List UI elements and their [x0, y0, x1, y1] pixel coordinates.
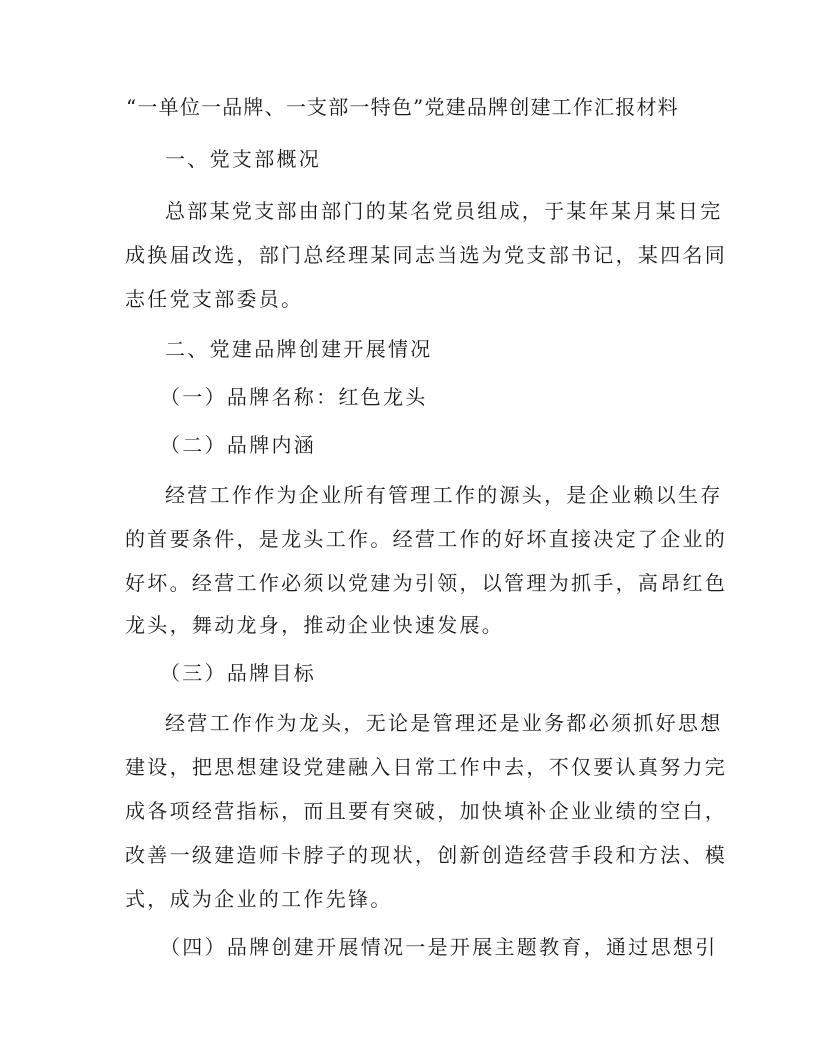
- item-3-paragraph-line: 成各项经营指标，而且要有突破，加快填补企业业绩的空白，: [125, 799, 728, 823]
- item-2-paragraph-line: 的首要条件，是龙头工作。经营工作的好坏直接决定了企业的: [125, 527, 728, 551]
- section-1-heading: 一、党支部概况: [165, 147, 322, 171]
- item-3-paragraph-line: 经营工作作为龙头，无论是管理还是业务都必须抓好思想: [165, 711, 723, 735]
- item-3-paragraph-line: 式，成为企业的工作先锋。: [125, 887, 393, 911]
- item-1-brand-name: （一）品牌名称：红色龙头: [160, 385, 428, 409]
- item-4-paragraph-line: （四）品牌创建开展情况一是开展主题教育，通过思想引: [160, 935, 718, 959]
- section-1-paragraph-line: 成换届改选，部门总经理某同志当选为党支部书记，某四名同: [125, 243, 728, 267]
- section-2-heading: 二、党建品牌创建开展情况: [165, 337, 433, 361]
- item-2-heading: （二）品牌内涵: [160, 433, 317, 457]
- section-1-paragraph-line: 志任党支部委员。: [125, 287, 304, 311]
- item-2-paragraph-line: 好坏。经营工作必须以党建为引领，以管理为抓手，高昂红色: [125, 571, 728, 595]
- item-2-paragraph-line: 经营工作作为企业所有管理工作的源头，是企业赖以生存: [165, 483, 723, 507]
- item-3-paragraph-line: 建设，把思想建设党建融入日常工作中去，不仅要认真努力完: [125, 755, 728, 779]
- item-2-paragraph-line: 龙头，舞动龙身，推动企业快速发展。: [125, 613, 505, 637]
- item-3-heading: （三）品牌目标: [160, 661, 317, 685]
- item-3-paragraph-line: 改善一级建造师卡脖子的现状，创新创造经营手段和方法、模: [125, 843, 728, 867]
- document-title: “一单位一品牌、一支部一特色”党建品牌创建工作汇报材料: [126, 95, 679, 119]
- section-1-paragraph-line: 总部某党支部由部门的某名党员组成，于某年某月某日完: [165, 199, 723, 223]
